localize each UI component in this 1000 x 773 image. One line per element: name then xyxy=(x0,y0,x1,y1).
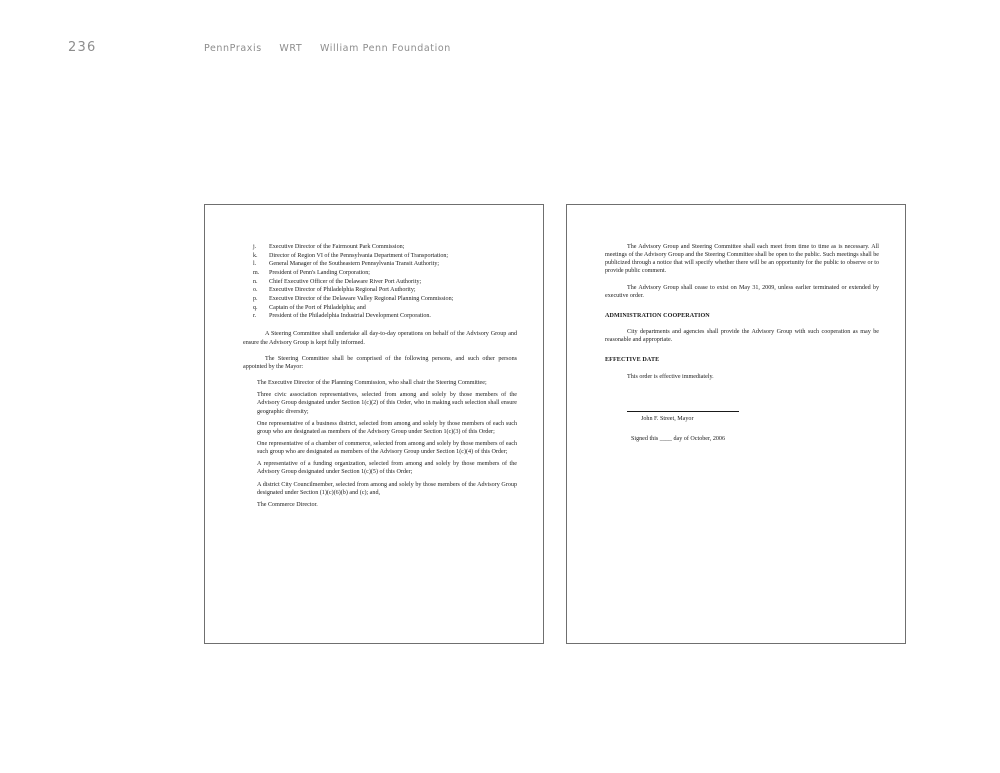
signature-date: Signed this ____ day of October, 2006 xyxy=(631,435,726,442)
list-item: A district City Councilmember, selected from among and solely by those members of the Advisory Group designated under Section (1)(c)(6)(b) and (c); and, xyxy=(257,481,517,496)
heading-administration-cooperation: ADMINISTRATION COOPERATION xyxy=(605,312,710,319)
list-marker: n. xyxy=(253,278,258,285)
signature-line xyxy=(627,411,739,412)
list-marker: p. xyxy=(253,295,258,302)
signatory-name: John F. Street, Mayor xyxy=(641,415,694,422)
list-item xyxy=(243,312,517,320)
signature-block xyxy=(627,411,879,443)
list-text: Chief Executive Officer of the Delaware River Port Authority; xyxy=(269,278,422,285)
document-page-left xyxy=(204,204,544,644)
list-item: The Executive Director of the Planning Commission, who shall chair the Steering Committee; xyxy=(257,380,487,387)
document-spread xyxy=(0,204,1000,646)
list-marker: o. xyxy=(253,287,258,294)
list-text: General Manager of the Southeastern Pennsylvania Transit Authority; xyxy=(269,261,440,268)
list-item xyxy=(243,260,517,268)
list-item: Three civic association representatives, selected from among and solely by those members of the Advisory Group designated under Section 1(c)(2) of this Order, who in making such selection shall ensure geographic diversity; xyxy=(257,392,517,415)
list-marker: l. xyxy=(253,261,257,268)
list-item xyxy=(243,252,517,260)
credit-wrt: WRT xyxy=(279,43,303,54)
steering-committee-members-list xyxy=(243,379,517,509)
page-header xyxy=(0,40,1000,64)
folio-number: 236 xyxy=(68,40,97,55)
list-marker: m. xyxy=(253,269,260,276)
list-item: One representative of a chamber of commerce, selected from among and solely by those members of each such group who are designated as members of the Advisory Group under Section 1(c)(4) of this Order; xyxy=(257,440,517,456)
credit-william-penn-foundation: William Penn Foundation xyxy=(319,43,451,54)
paragraph-sunset-date: The Advisory Group shall cease to exist on May 31, 2009, unless earlier terminated or extended by executive order. xyxy=(605,284,879,299)
document-page-left-body xyxy=(243,243,517,509)
document-page-right xyxy=(566,204,906,644)
header-credits xyxy=(204,43,451,54)
list-item: The Commerce Director. xyxy=(257,501,318,508)
paragraph-meetings: The Advisory Group and Steering Committee shall each meet from time to time as is necessary. All meetings of the Advisory Group and the Steering Committee shall be open to the public. Such meetings shall be publicized through a notice that will specify whether there will be an opportunity for the public to observe or to provide public comment. xyxy=(605,244,879,275)
paragraph-administration-cooperation: City departments and agencies shall provide the Advisory Group with such cooperation as may be reasonable and appropriate. xyxy=(605,329,879,344)
paragraph-steering-committee-composition: The Steering Committee shall be comprised of the following persons, and such other persons appointed by the Mayor: xyxy=(243,355,517,370)
heading-effective-date: EFFECTIVE DATE xyxy=(605,357,660,364)
list-item xyxy=(243,295,517,303)
list-text: President of Penn's Landing Corporation; xyxy=(269,269,370,276)
paragraph-steering-committee-role: A Steering Committee shall undertake all day-to-day operations on behalf of the Advisory Group and ensure the Advisory Group is kept fully informed. xyxy=(243,331,517,346)
list-item xyxy=(243,304,517,312)
list-item xyxy=(243,286,517,294)
list-text: Executive Director of the Fairmount Park Commission; xyxy=(269,244,405,250)
list-item xyxy=(243,269,517,277)
list-text: Director of Region VI of the Pennsylvania Department of Transportation; xyxy=(269,252,449,259)
list-text: Executive Director of the Delaware Valley Regional Planning Commission; xyxy=(269,295,454,302)
list-item xyxy=(243,278,517,286)
list-item xyxy=(243,243,517,251)
advisory-group-members-list xyxy=(243,243,517,320)
paragraph-effective-date: This order is effective immediately. xyxy=(627,373,714,380)
list-marker: j. xyxy=(253,244,257,250)
list-marker: q. xyxy=(253,304,258,311)
list-text: Captain of the Port of Philadelphia; and xyxy=(269,304,366,311)
credit-pennpraxis: PennPraxis xyxy=(204,43,262,54)
list-marker: r. xyxy=(253,313,257,320)
list-text: President of the Philadelphia Industrial Development Corporation. xyxy=(269,313,431,320)
list-marker: k. xyxy=(253,252,258,259)
list-text: Executive Director of Philadelphia Regional Port Authority; xyxy=(269,287,416,294)
document-page-right-body xyxy=(605,243,879,443)
list-item: A representative of a funding organization, selected from among and solely by those members of the Advisory Group designated under Section 1(c)(5) of this Order; xyxy=(257,461,517,476)
list-item: One representative of a business district, selected from among and solely by those members of each such group who are designated as members of the Advisory Group under Section 1(c)(3) of this Order; xyxy=(257,420,517,435)
